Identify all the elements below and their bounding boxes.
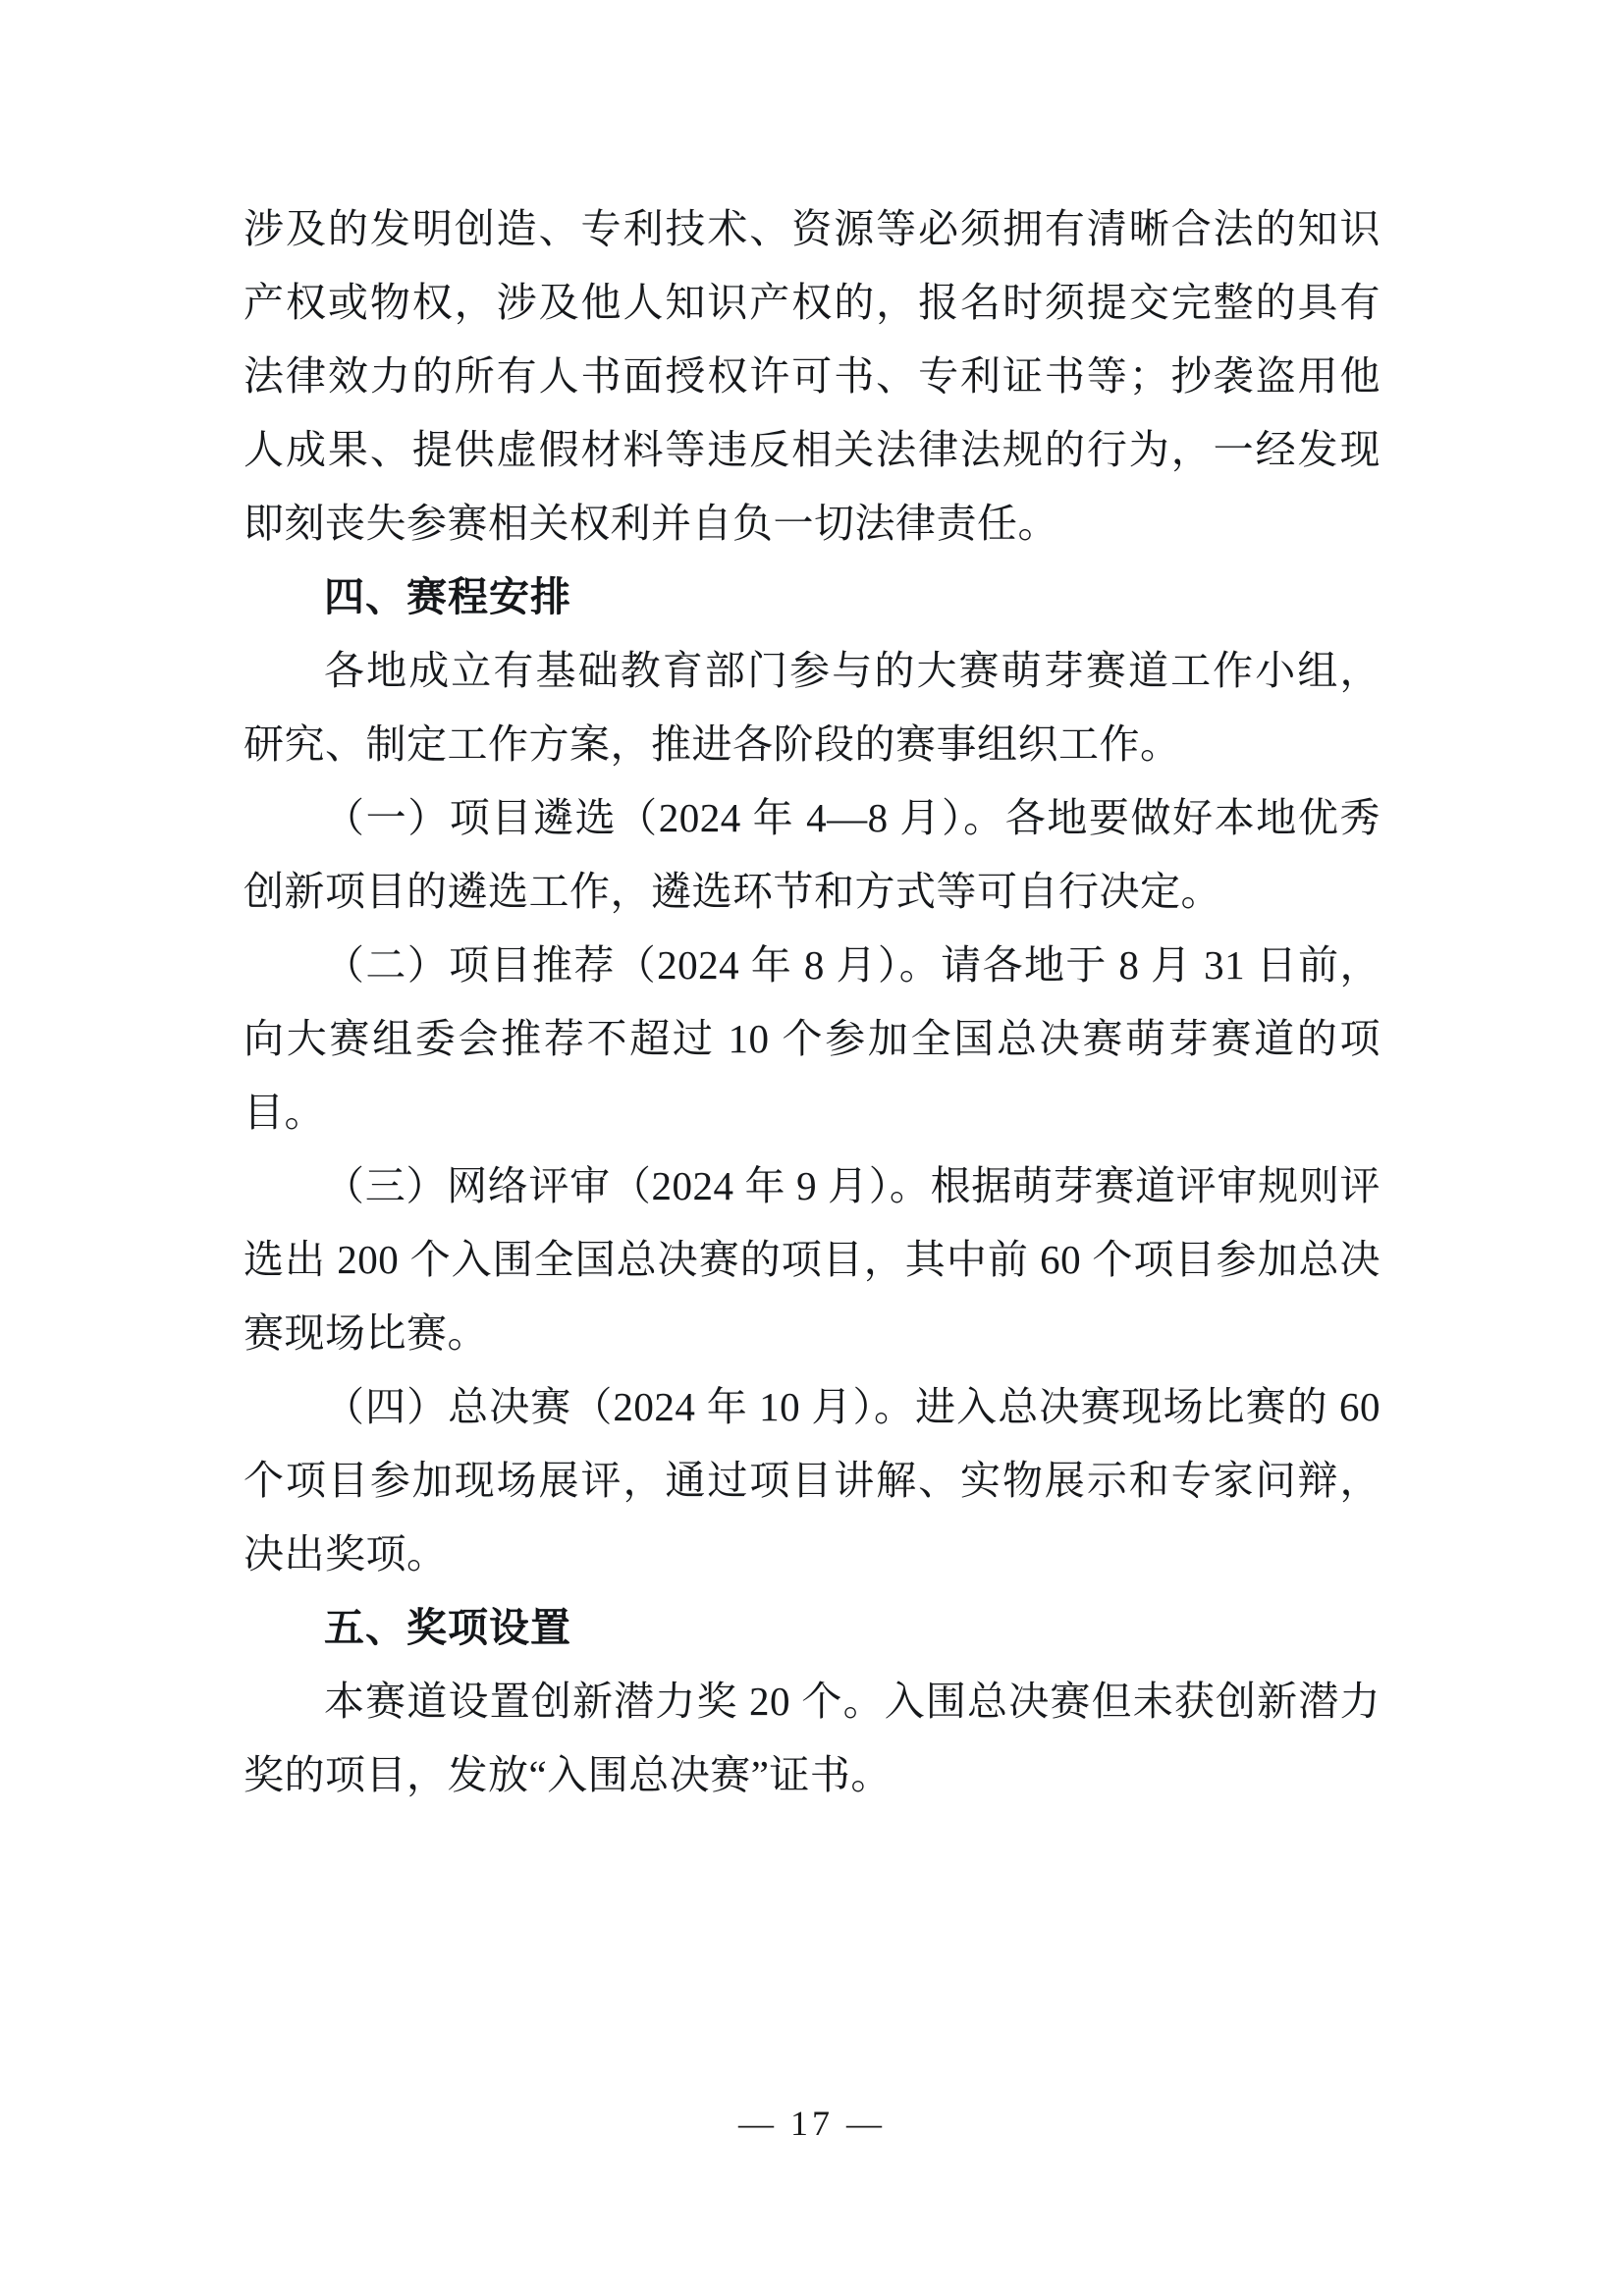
paragraph-schedule-item-3: （三）网络评审（2024 年 9 月）。根据萌芽赛道评审规则评选出 200 个入围全国总决赛的项目，其中前 60 个项目参加总决赛现场比赛。: [244, 1163, 1380, 1356]
paragraph-schedule-item-2: （二）项目推荐（2024 年 8 月）。请各地于 8 月 31 日前，向大赛组委会推荐不超过 10 个参加全国总决赛萌芽赛道的项目。: [244, 942, 1380, 1135]
heading-section-five: 五、奖项设置: [324, 1605, 571, 1650]
paragraph-schedule-item-4: （四）总决赛（2024 年 10 月）。进入总决赛现场比赛的 60 个项目参加现场展评，通过项目讲解、实物展示和专家问辩，决出奖项。: [244, 1384, 1380, 1576]
paragraph-schedule-intro: 各地成立有基础教育部门参与的大赛萌芽赛道工作小组，研究、制定工作方案，推进各阶段的赛事组织工作。: [244, 648, 1380, 767]
page-number: — 17 —: [738, 2104, 886, 2143]
paragraph-schedule-item-1: （一）项目遴选（2024 年 4—8 月）。各地要做好本地优秀创新项目的遴选工作，遴选环节和方式等可自行决定。: [244, 795, 1380, 914]
paragraph-awards-intro: 本赛道设置创新潜力奖 20 个。入围总决赛但未获创新潜力奖的项目，发放“入围总决赛”证书。: [244, 1679, 1380, 1797]
paragraph-continuation: 涉及的发明创造、专利技术、资源等必须拥有清晰合法的知识产权或物权，涉及他人知识产权的，报名时须提交完整的具有法律效力的所有人书面授权许可书、专利证书等；抄袭盗用他人成果、提供虚假材料等违反相关法律法规的行为，一经发现即刻丧失参赛相关权利并自负一切法律责任。: [244, 206, 1380, 546]
heading-section-four: 四、赛程安排: [324, 574, 571, 619]
